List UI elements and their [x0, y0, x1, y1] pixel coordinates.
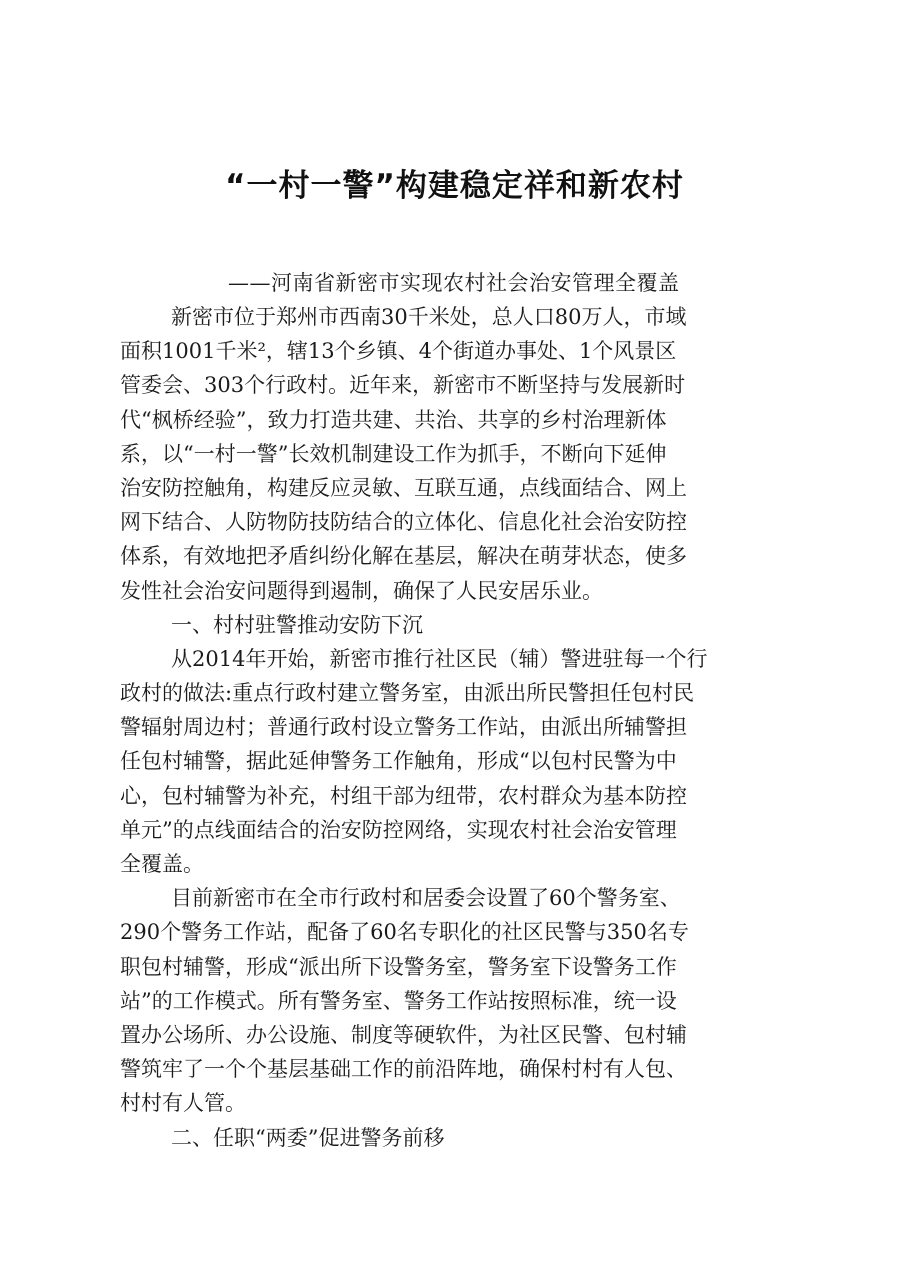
body-line: 村村有人管。: [120, 1091, 246, 1116]
body-line: 二、任职“两委”促进警务前移: [171, 1125, 445, 1150]
body-line: 置办公场所、办公设施、制度等硬软件，为社区民警、包村辅: [120, 1022, 687, 1047]
body-line: 心，包村辅警为补充，村组干部为纽带，农村群众为基本防控: [120, 783, 687, 808]
body-line: 系，以“一村一警”长效机制建设工作为抓手，不断向下延伸: [120, 441, 667, 466]
body-line: 警辐射周边村；普通行政村设立警务工作站，由派出所辅警担: [120, 715, 687, 740]
document-subtitle: ——河南省新密市实现农村社会治安管理全覆盖: [228, 271, 680, 295]
body-line: 一、村村驻警推动安防下沉: [171, 612, 423, 637]
body-line: 警筑牢了一个个基层基础工作的前沿阵地，确保村村有人包、: [120, 1057, 687, 1082]
body-line: 网下结合、人防物防技防结合的立体化、信息化社会治安防控: [120, 510, 687, 535]
body-line: 面积1001千米²，辖13个乡镇、4个街道办事处、1个风景区: [120, 339, 677, 364]
body-line: 政村的做法:重点行政村建立警务室，由派出所民警担任包村民: [120, 681, 695, 706]
body-line: 治安防控触角，构建反应灵敏、互联互通，点线面结合、网上: [120, 475, 687, 500]
body-line: 全覆盖。: [120, 852, 204, 876]
body-line: 代“枫桥经验”，致力打造共建、共治、共享的乡村治理新体: [120, 407, 667, 432]
body-line: 站”的工作模式。所有警务室、警务工作站按照标准，统一设: [120, 988, 677, 1013]
body-line: 管委会、303个行政村。近年来，新密市不断坚持与发展新时: [120, 373, 686, 398]
body-line: 单元”的点线面结合的治安防控网络，实现农村社会治安管理: [120, 817, 677, 842]
document-title: “一村一警”构建稳定祥和新农村: [225, 168, 684, 204]
document-body: [120, 300, 820, 1155]
body-line: 发性社会治安问题得到遏制，确保了人民安居乐业。: [120, 578, 603, 603]
body-line: 体系，有效地把矛盾纠纷化解在基层，解决在萌芽状态，使多: [120, 544, 687, 569]
body-line: 新密市位于郑州市西南30千米处，总人口80万人，市域: [171, 305, 687, 329]
body-line: 任包村辅警，据此延伸警务工作触角，形成“以包村民警为中: [120, 749, 677, 774]
body-line: 从2014年开始，新密市推行社区民（辅）警进驻每一个行: [171, 646, 708, 671]
body-line: 290个警务工作站，配备了60名专职化的社区民警与350名专: [120, 920, 689, 945]
body-line: 目前新密市在全市行政村和居委会设置了60个警务室、: [171, 886, 681, 911]
body-line: 职包村辅警，形成“派出所下设警务室，警务室下设警务工作: [120, 954, 677, 979]
